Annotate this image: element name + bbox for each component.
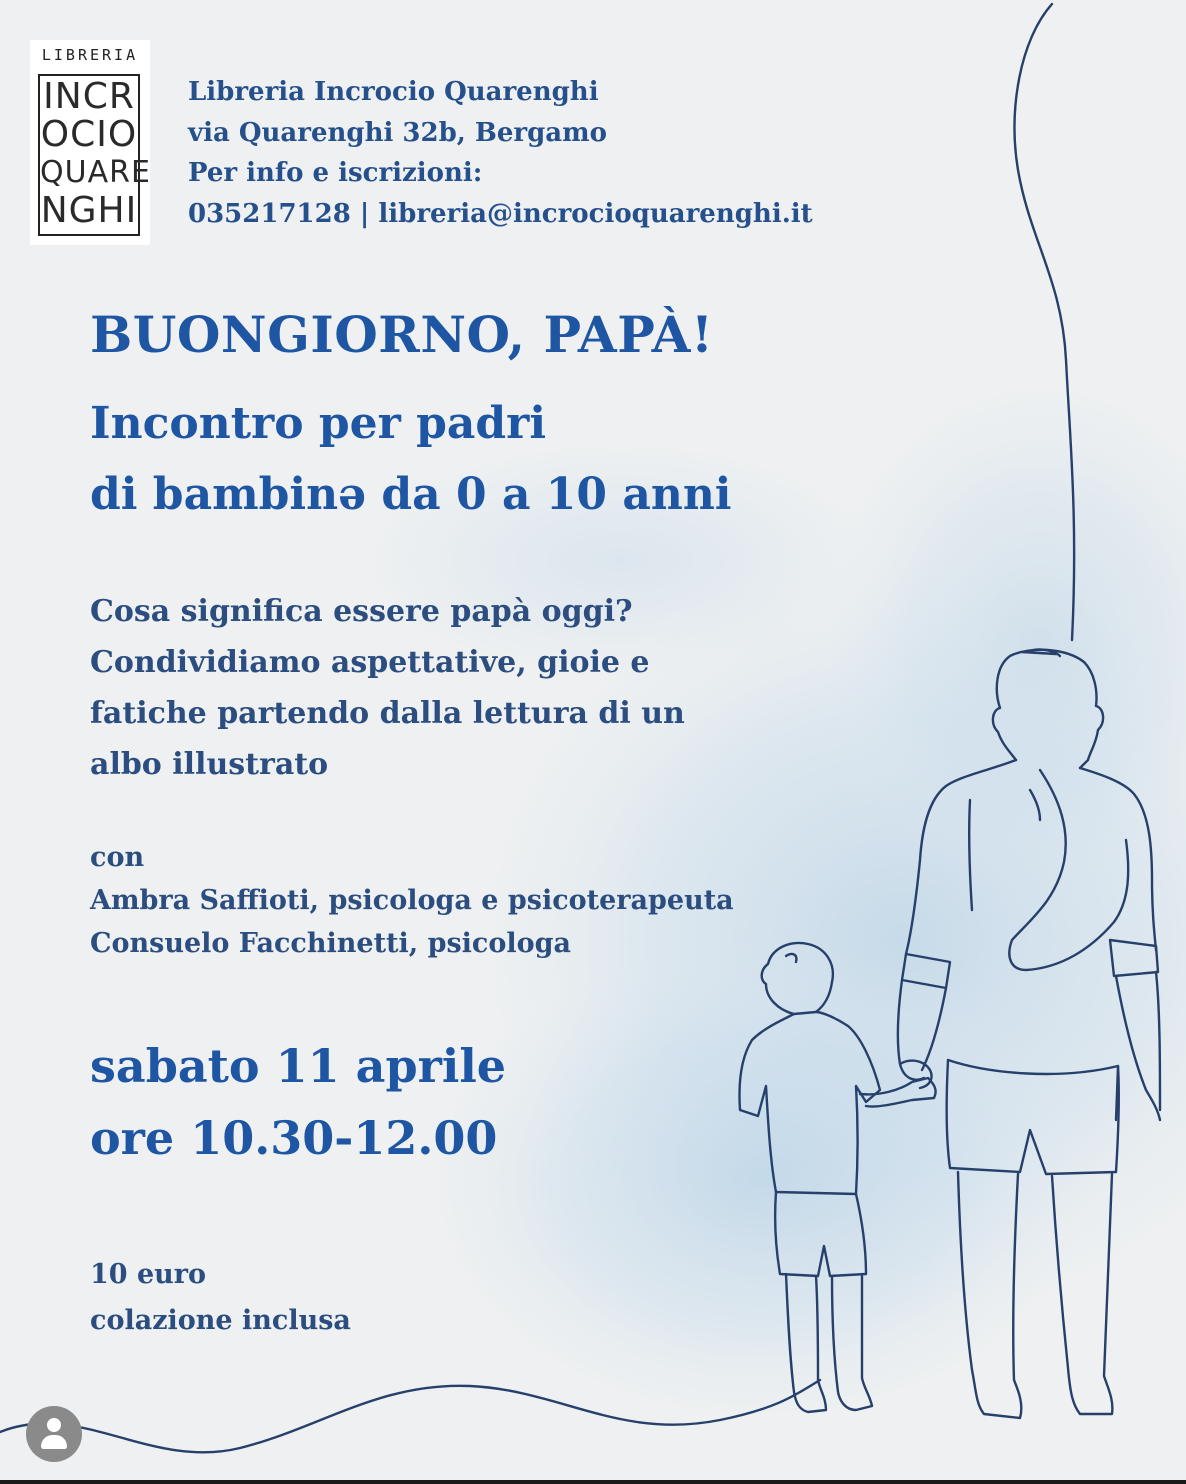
father-right-leg bbox=[1052, 1174, 1112, 1414]
child-right-leg bbox=[832, 1276, 872, 1410]
father-head bbox=[993, 650, 1103, 768]
child-left-leg bbox=[786, 1274, 826, 1412]
profile-avatar-button[interactable] bbox=[26, 1406, 82, 1462]
logo-line: OCIO bbox=[40, 114, 138, 155]
user-avatar-icon bbox=[47, 1418, 61, 1432]
logo-line: NGHI bbox=[40, 190, 138, 231]
father-shirt-hem bbox=[948, 1060, 1118, 1120]
description-line: albo illustrato bbox=[90, 747, 329, 782]
with-label: con bbox=[90, 842, 145, 873]
bottom-edge bbox=[0, 1480, 1186, 1484]
logo-line: QUARE bbox=[40, 155, 151, 190]
description-line: fatiche partendo dalla lettura di un bbox=[90, 696, 685, 731]
event-time: ore 10.30-12.00 bbox=[90, 1111, 498, 1165]
child-head bbox=[762, 943, 833, 1014]
father-right-arm bbox=[1116, 972, 1160, 1120]
father-shirt-seam bbox=[969, 790, 1040, 910]
father-shirt bbox=[906, 760, 1156, 954]
father-left-arm bbox=[898, 980, 946, 1080]
decorative-line bbox=[1015, 4, 1075, 640]
contact-line: 035217128 | libreria@incrocioquarenghi.it bbox=[188, 198, 813, 229]
father-left-leg bbox=[958, 1172, 1021, 1418]
child-ear-detail bbox=[786, 954, 796, 962]
father-right-sleeve bbox=[1110, 940, 1158, 976]
event-date: sabato 11 aprile bbox=[90, 1039, 507, 1093]
speaker-name: Ambra Saffioti, psicologa e psicoterapeuta bbox=[90, 885, 734, 916]
speaker-name: Consuelo Facchinetti, psicologa bbox=[90, 928, 571, 959]
subtitle-line: Incontro per padri bbox=[90, 398, 547, 449]
bookstore-address: via Quarenghi 32b, Bergamo bbox=[188, 117, 607, 148]
father-left-sleeve bbox=[902, 954, 950, 988]
logo-top-word: LIBRERIA bbox=[41, 46, 139, 64]
child-arm bbox=[860, 1078, 936, 1107]
father-shorts bbox=[947, 1060, 1119, 1174]
child-shirt bbox=[740, 1012, 881, 1194]
bottom-wave-line bbox=[0, 1380, 820, 1452]
description-line: Cosa significa essere papà oggi? bbox=[90, 594, 633, 629]
info-label: Per info e iscrizioni: bbox=[188, 158, 483, 188]
event-title: BUONGIORNO, PAPÀ! bbox=[90, 305, 714, 364]
user-avatar-icon-body bbox=[41, 1435, 67, 1449]
subtitle-line: di bambinə da 0 a 10 anni bbox=[90, 469, 732, 520]
child-shorts bbox=[775, 1192, 866, 1276]
price-note: colazione inclusa bbox=[90, 1305, 351, 1336]
logo-line: INCR bbox=[43, 76, 135, 117]
bookstore-name: Libreria Incrocio Quarenghi bbox=[188, 77, 599, 107]
price-amount: 10 euro bbox=[90, 1259, 207, 1290]
description-line: Condividiamo aspettative, gioie e bbox=[90, 645, 650, 680]
